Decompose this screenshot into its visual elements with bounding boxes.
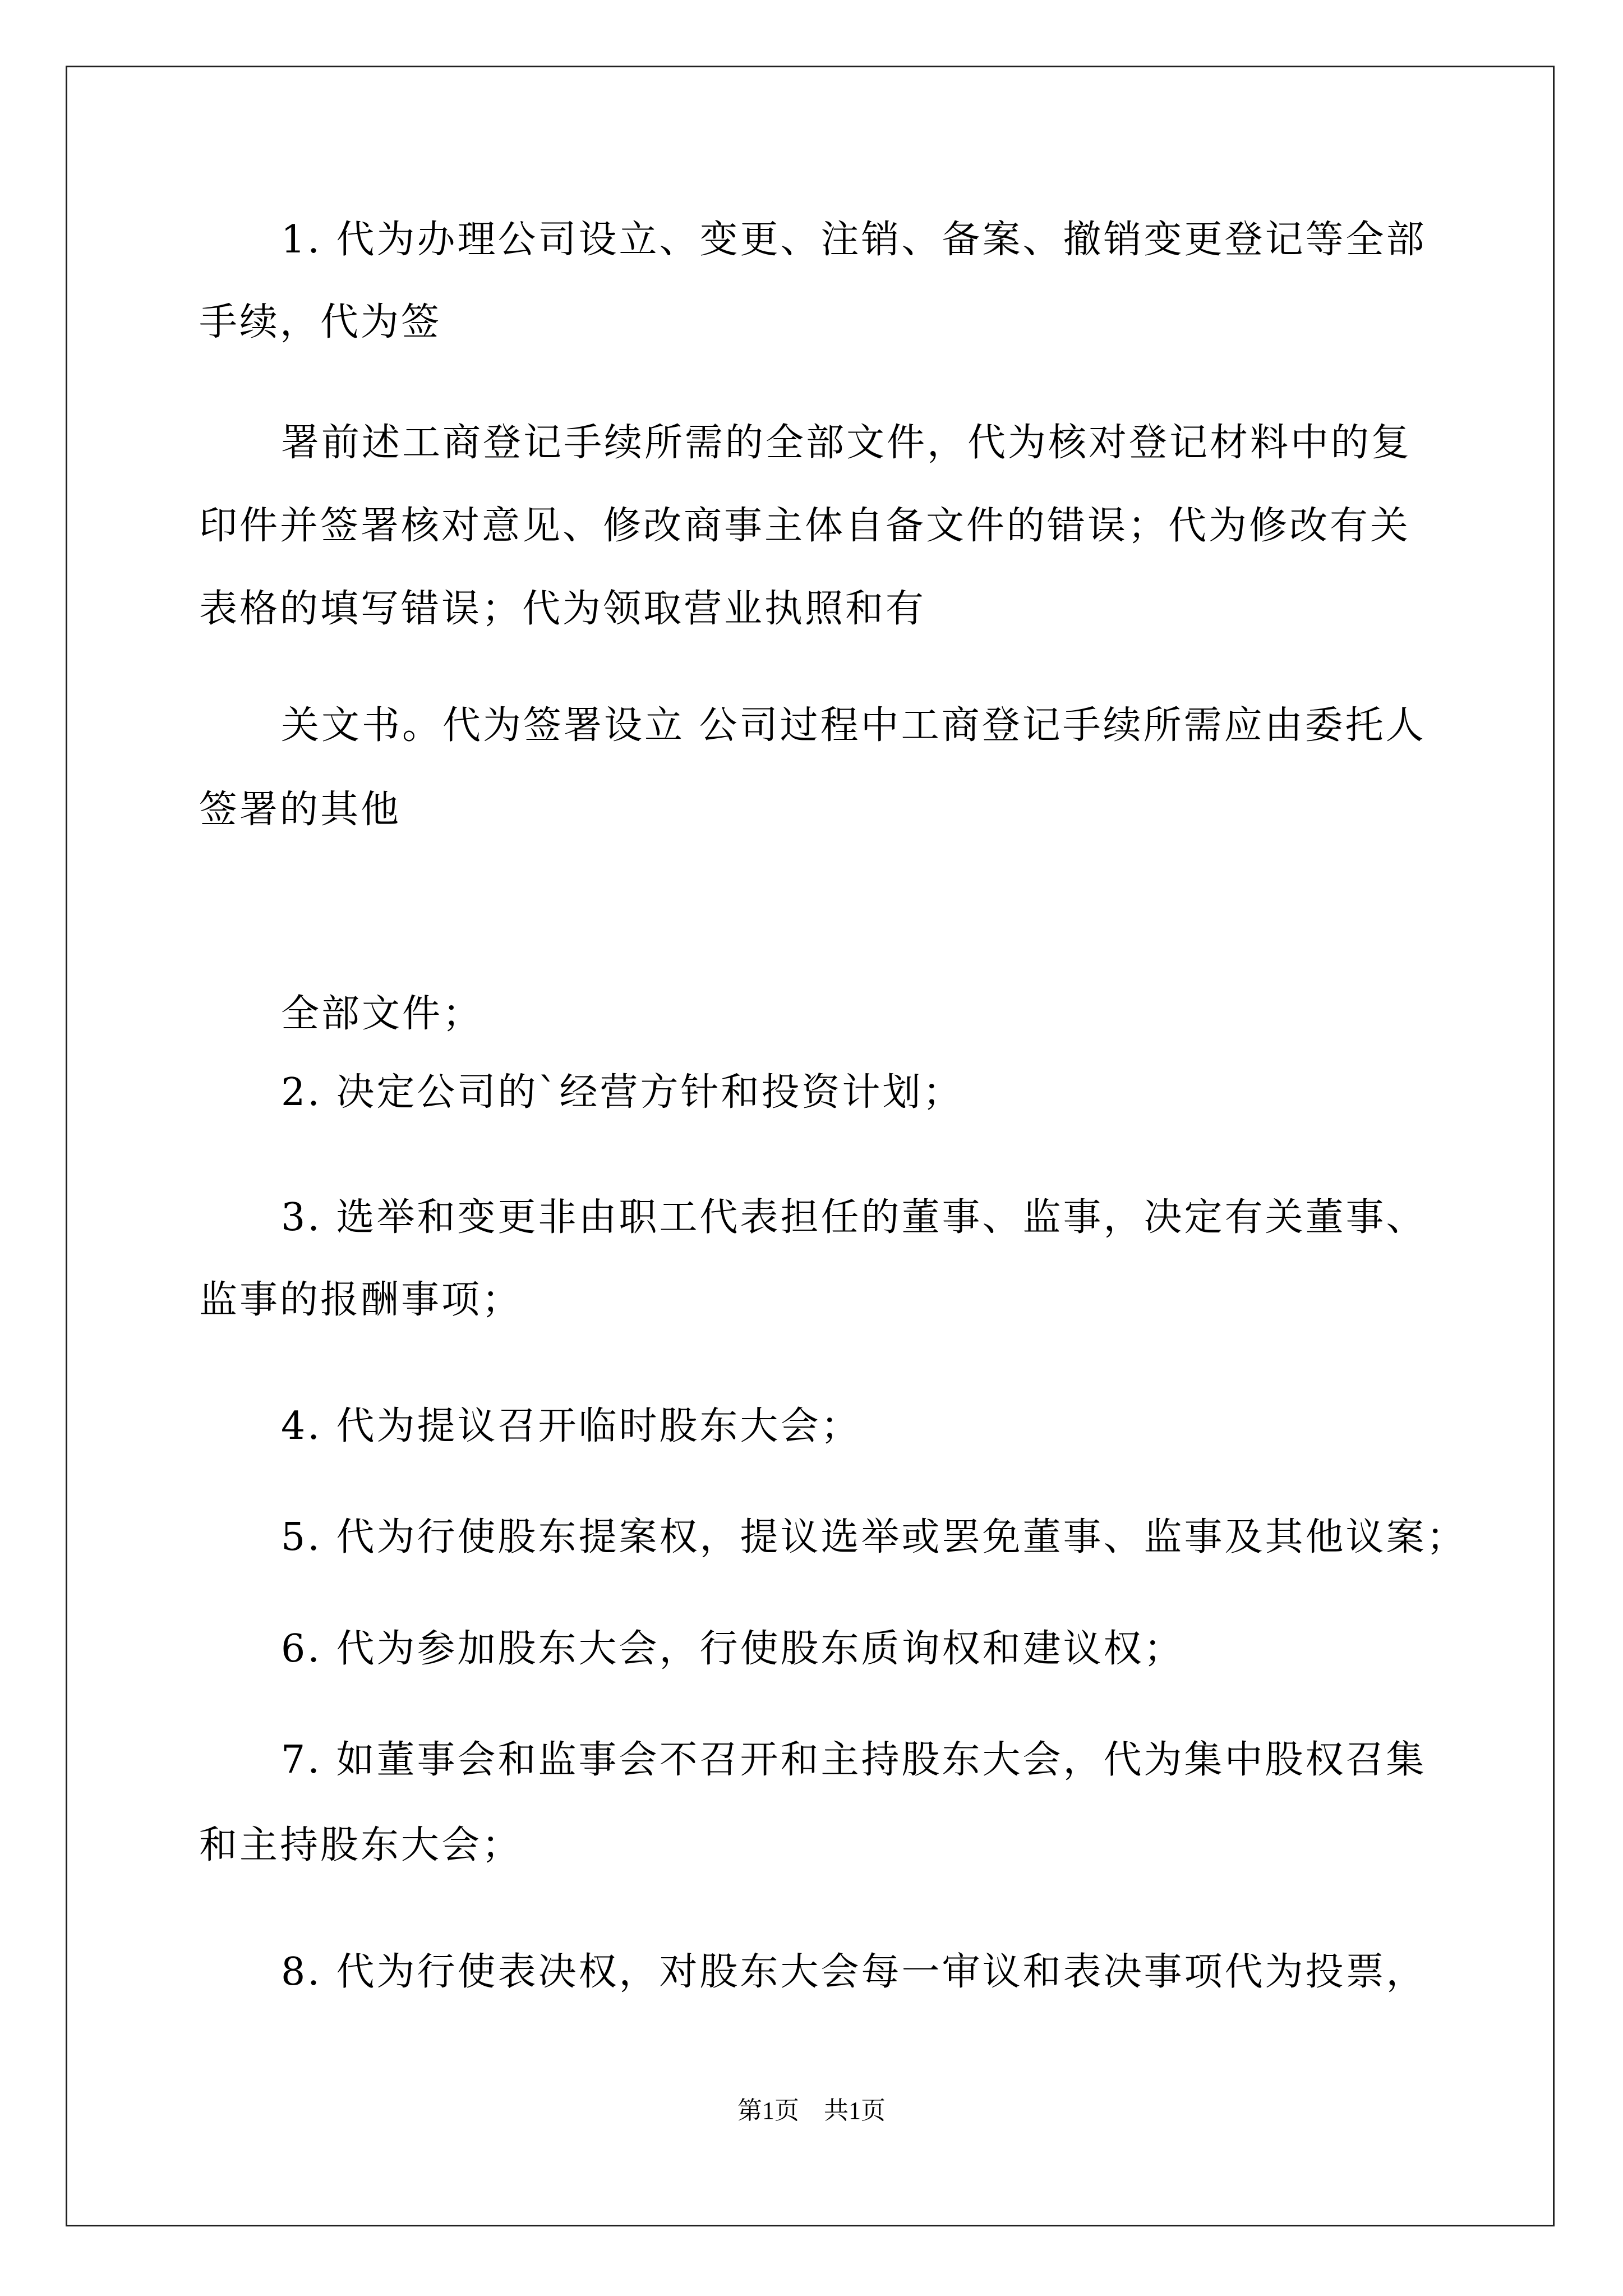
paragraph-line: 手续，代为签: [199, 300, 442, 344]
page-footer: 第1页 共1页: [737, 2097, 886, 2124]
paragraph-line: 4. 代为提议召开临时股东大会；: [281, 1404, 861, 1448]
paragraph-line: 7. 如董事会和监事会不召开和主持股东大会，代为集中股权召集: [281, 1738, 1427, 1782]
paragraph-line: 全部文件；: [281, 992, 483, 1036]
paragraph-line: 监事的报酬事项；: [199, 1278, 523, 1322]
paragraph-line: 印件并签署核对意见、修改商事主体自备文件的错误；代为修改有关: [199, 504, 1411, 548]
paragraph-line: 6. 代为参加股东大会，行使股东质询权和建议权；: [281, 1627, 1184, 1671]
paragraph-line: 8. 代为行使表决权，对股东大会每一审议和表决事项代为投票，: [281, 1950, 1427, 1994]
paragraph-line: 2. 决定公司的`经营方针和投资计划；: [281, 1070, 963, 1115]
paragraph-line: 5. 代为行使股东提案权，提议选举或罢免董事、监事及其他议案；: [281, 1515, 1467, 1559]
paragraph-line: 签署的其他: [199, 788, 402, 832]
paragraph-line: 署前述工商登记手续所需的全部文件，代为核对登记材料中的复: [281, 421, 1412, 465]
page-border: [66, 66, 1555, 2226]
paragraph-line: 关文书。代为签署设立 公司过程中工商登记手续所需应由委托人: [281, 703, 1426, 748]
paragraph-line: 1. 代为办理公司设立、变更、注销、备案、撤销变更登记等全部: [281, 218, 1427, 262]
paragraph-line: 和主持股东大会；: [199, 1823, 523, 1867]
paragraph-line: 表格的填写错误；代为领取营业执照和有: [199, 587, 926, 631]
paragraph-line: 3. 选举和变更非由职工代表担任的董事、监事，决定有关董事、: [281, 1195, 1427, 1240]
